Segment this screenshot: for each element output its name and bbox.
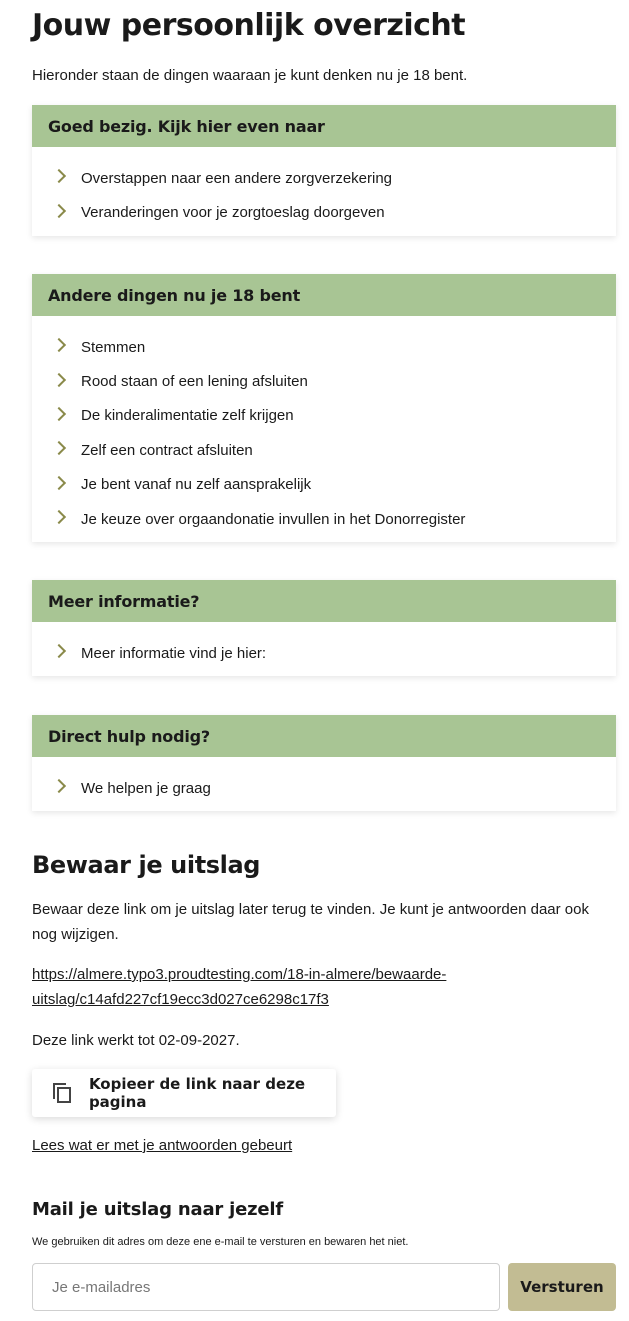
result-link[interactable] bbox=[32, 962, 616, 1012]
list-item-link[interactable] bbox=[54, 468, 600, 502]
copy-link-label: Kopieer de link naar deze pagina bbox=[88, 1075, 306, 1111]
list-item-link[interactable] bbox=[54, 771, 600, 805]
section-heading: Direct hulp nodig? bbox=[32, 715, 616, 757]
chevron-right-icon bbox=[52, 779, 66, 793]
list-item-label: De kinderalimentatie zelf krijgen bbox=[81, 407, 294, 425]
chevron-right-icon bbox=[52, 338, 66, 352]
section-heading: Andere dingen nu je 18 bent bbox=[32, 274, 616, 316]
list-item-link[interactable] bbox=[54, 364, 600, 398]
send-button[interactable]: Versturen bbox=[508, 1263, 616, 1311]
list-item-label: We helpen je graag bbox=[81, 779, 211, 797]
chevron-right-icon bbox=[52, 644, 66, 658]
list-item-link[interactable] bbox=[54, 636, 600, 670]
section-card-goed-bezig bbox=[32, 105, 616, 236]
section-card-direct-hulp bbox=[32, 715, 616, 811]
chevron-right-icon bbox=[52, 169, 66, 183]
list-item-link[interactable] bbox=[54, 161, 600, 195]
save-description: Bewaar deze link om je uitslag later terug te vinden. Je kunt je antwoorden daar ook nog wijzigen. bbox=[32, 901, 589, 943]
page-intro: Hieronder staan de dingen waaraan je kunt denken nu je 18 bent. bbox=[32, 67, 468, 84]
list-item-label: Rood staan of een lening afsluiten bbox=[81, 373, 308, 391]
list-item-label: Veranderingen voor je zorgtoeslag doorgeven bbox=[81, 204, 385, 222]
save-heading: Bewaar je uitslag bbox=[32, 851, 261, 879]
section-list bbox=[32, 147, 616, 236]
section-list bbox=[32, 316, 616, 542]
chevron-right-icon bbox=[52, 204, 66, 218]
copy-icon bbox=[53, 1083, 69, 1103]
list-item-label: Meer informatie vind je hier: bbox=[81, 644, 267, 662]
link-validity: Deze link werkt tot 02-09-2027. bbox=[32, 1032, 240, 1049]
section-heading: Goed bezig. Kijk hier even naar bbox=[32, 105, 616, 147]
list-item-label: Je bent vanaf nu zelf aansprakelijk bbox=[81, 476, 312, 494]
section-list bbox=[32, 757, 616, 811]
copy-link-button[interactable] bbox=[32, 1069, 336, 1117]
list-item-label: Zelf een contract afsluiten bbox=[81, 441, 253, 459]
privacy-link[interactable]: Lees wat er met je antwoorden gebeurt bbox=[32, 1137, 293, 1154]
list-item-link[interactable] bbox=[54, 330, 600, 364]
chevron-right-icon bbox=[52, 510, 66, 524]
chevron-right-icon bbox=[52, 476, 66, 490]
section-list bbox=[32, 622, 616, 676]
privacy-link-wrap bbox=[32, 1133, 616, 1158]
section-card-andere-dingen bbox=[32, 274, 616, 542]
page-title: Jouw persoonlijk overzicht bbox=[32, 8, 466, 43]
list-item-label: Overstappen naar een andere zorgverzekering bbox=[81, 169, 393, 187]
result-link-line-2[interactable]: uitslag/c14afd227cf19ecc3d027ce6298c17f3 bbox=[32, 991, 329, 1008]
section-card-meer-informatie bbox=[32, 580, 616, 676]
mail-heading: Mail je uitslag naar jezelf bbox=[32, 1199, 283, 1220]
chevron-right-icon bbox=[52, 441, 66, 455]
list-item-label: Je keuze over orgaandonatie invullen in het Donorregister bbox=[81, 510, 466, 528]
chevron-right-icon bbox=[52, 373, 66, 387]
list-item-label: Stemmen bbox=[81, 338, 146, 356]
result-link-line-1[interactable]: https://almere.typo3.proudtesting.com/18-in-almere/bewaarde- bbox=[32, 966, 447, 983]
list-item-link[interactable] bbox=[54, 195, 600, 229]
email-input[interactable] bbox=[32, 1263, 500, 1311]
list-item-link[interactable] bbox=[54, 433, 600, 467]
chevron-right-icon bbox=[52, 407, 66, 421]
section-heading: Meer informatie? bbox=[32, 580, 616, 622]
list-item-link[interactable] bbox=[54, 502, 600, 536]
list-item-link[interactable] bbox=[54, 399, 600, 433]
mail-note: We gebruiken dit adres om deze ene e-mail te versturen en bewaren het niet. bbox=[32, 1236, 409, 1248]
